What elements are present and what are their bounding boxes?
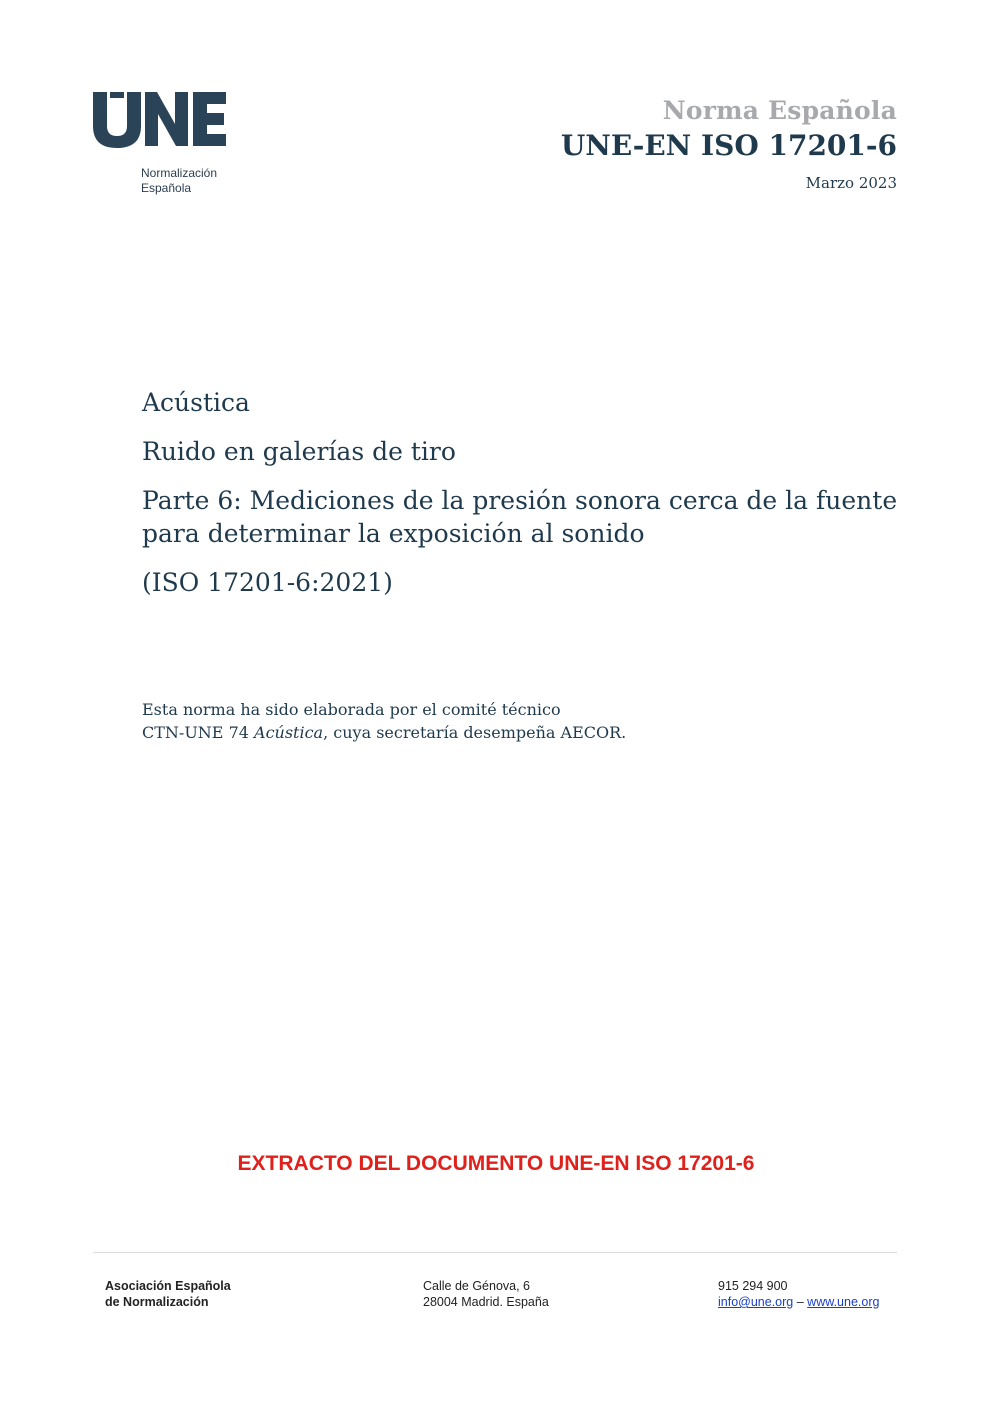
website-link[interactable]: www.une.org [807,1295,880,1309]
title-part-line1: Parte 6: Mediciones de la presión sonora cerca de la fuente [142,486,898,515]
une-wordmark-icon [93,90,233,150]
logo-subtitle-line1: Normalización [141,166,218,180]
email-link[interactable]: info@une.org [718,1295,794,1309]
committee-name: Acústica [254,723,324,742]
footer-address-line2: 28004 Madrid. España [423,1295,549,1309]
committee-line2 [142,721,626,744]
committee-statement [142,698,626,744]
standard-code: UNE-EN ISO 17201-6 [560,129,897,162]
footer-divider [93,1252,897,1253]
committee-suffix: , cuya secretaría desempeña AECOR. [323,723,627,742]
logo-subtitle-line2: Española [141,181,192,195]
title-subject: Acústica [142,388,250,417]
footer-phone: 915 294 900 [718,1279,788,1293]
document-titles [142,386,902,599]
publication-date: Marzo 2023 [805,174,897,192]
footer-address [423,1278,549,1310]
standard-header [561,96,897,192]
une-logo [93,90,243,196]
footer-org-line2: de Normalización [105,1295,209,1309]
footer-org-line1: Asociación Española [105,1279,231,1293]
title-iso-reference: (ISO 17201-6:2021) [142,568,393,597]
footer-contact [718,1278,879,1310]
committee-prefix: CTN-UNE 74 [142,723,255,742]
footer-links [718,1294,879,1310]
footer-address-line1: Calle de Génova, 6 [423,1279,531,1293]
title-part-line2: para determinar la exposición al sonido [142,519,645,548]
logo-subtitle [141,166,243,196]
committee-line1: Esta norma ha sido elaborada por el comité técnico [142,700,561,719]
footer-separator: – [796,1295,804,1309]
extract-notice: EXTRACTO DEL DOCUMENTO UNE-EN ISO 17201-6 [237,1152,755,1175]
norma-label: Norma Española [662,96,897,125]
title-main: Ruido en galerías de tiro [142,437,456,466]
footer-organization [105,1278,231,1310]
